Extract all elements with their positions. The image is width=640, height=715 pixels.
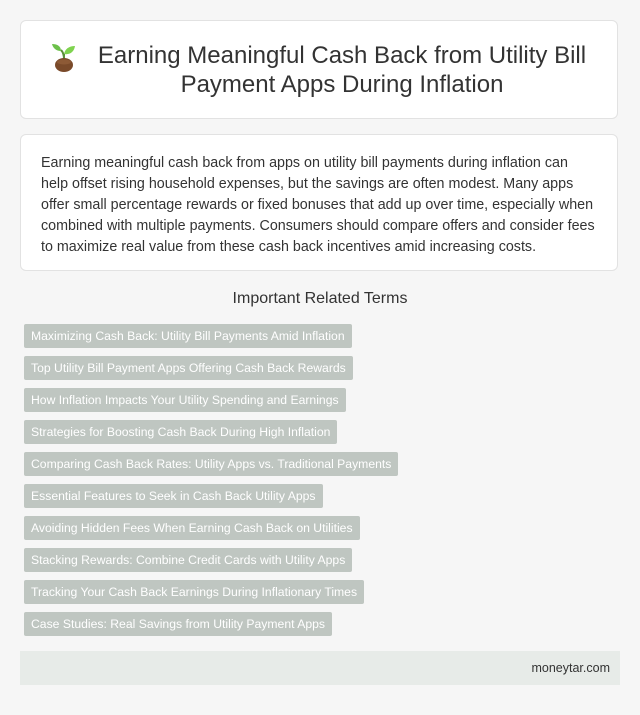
summary-card xyxy=(20,134,618,271)
related-term-tag[interactable]: Strategies for Boosting Cash Back During High Inflation xyxy=(24,420,337,444)
related-term-tag[interactable]: Stacking Rewards: Combine Credit Cards with Utility Apps xyxy=(24,548,352,572)
related-terms-list xyxy=(24,324,618,644)
related-term-tag[interactable]: Comparing Cash Back Rates: Utility Apps vs. Traditional Payments xyxy=(24,452,398,476)
related-term-tag[interactable]: Avoiding Hidden Fees When Earning Cash Back on Utilities xyxy=(24,516,360,540)
sprout-icon xyxy=(51,43,77,73)
related-term-tag[interactable]: Case Studies: Real Savings from Utility Payment Apps xyxy=(24,612,332,636)
footer xyxy=(20,651,620,685)
summary-text: Earning meaningful cash back from apps on utility bill payments during inflation can help offset rising household expenses, but the savings are often modest. Many apps offer small percentage rewards or fixed bonuses that add up over time, especially when combined with multiple payments. Consumers should compare offers and consider fees to maximize real value from these cash back incentives amid increasing costs. xyxy=(41,155,595,255)
related-term-tag[interactable]: Tracking Your Cash Back Earnings During Inflationary Times xyxy=(24,580,364,604)
related-term-tag[interactable]: How Inflation Impacts Your Utility Spending and Earnings xyxy=(24,388,346,412)
related-term-tag[interactable]: Top Utility Bill Payment Apps Offering Cash Back Rewards xyxy=(24,356,353,380)
related-term-tag[interactable]: Essential Features to Seek in Cash Back Utility Apps xyxy=(24,484,323,508)
page-title: Earning Meaningful Cash Back from Utility Bill Payment Apps During Inflation xyxy=(97,41,587,98)
title-card xyxy=(20,20,618,119)
footer-brand[interactable]: moneytar.com xyxy=(531,661,610,675)
related-terms-heading: Important Related Terms xyxy=(232,290,408,307)
related-term-tag[interactable]: Maximizing Cash Back: Utility Bill Payments Amid Inflation xyxy=(24,324,352,348)
title-wrap xyxy=(21,41,617,99)
